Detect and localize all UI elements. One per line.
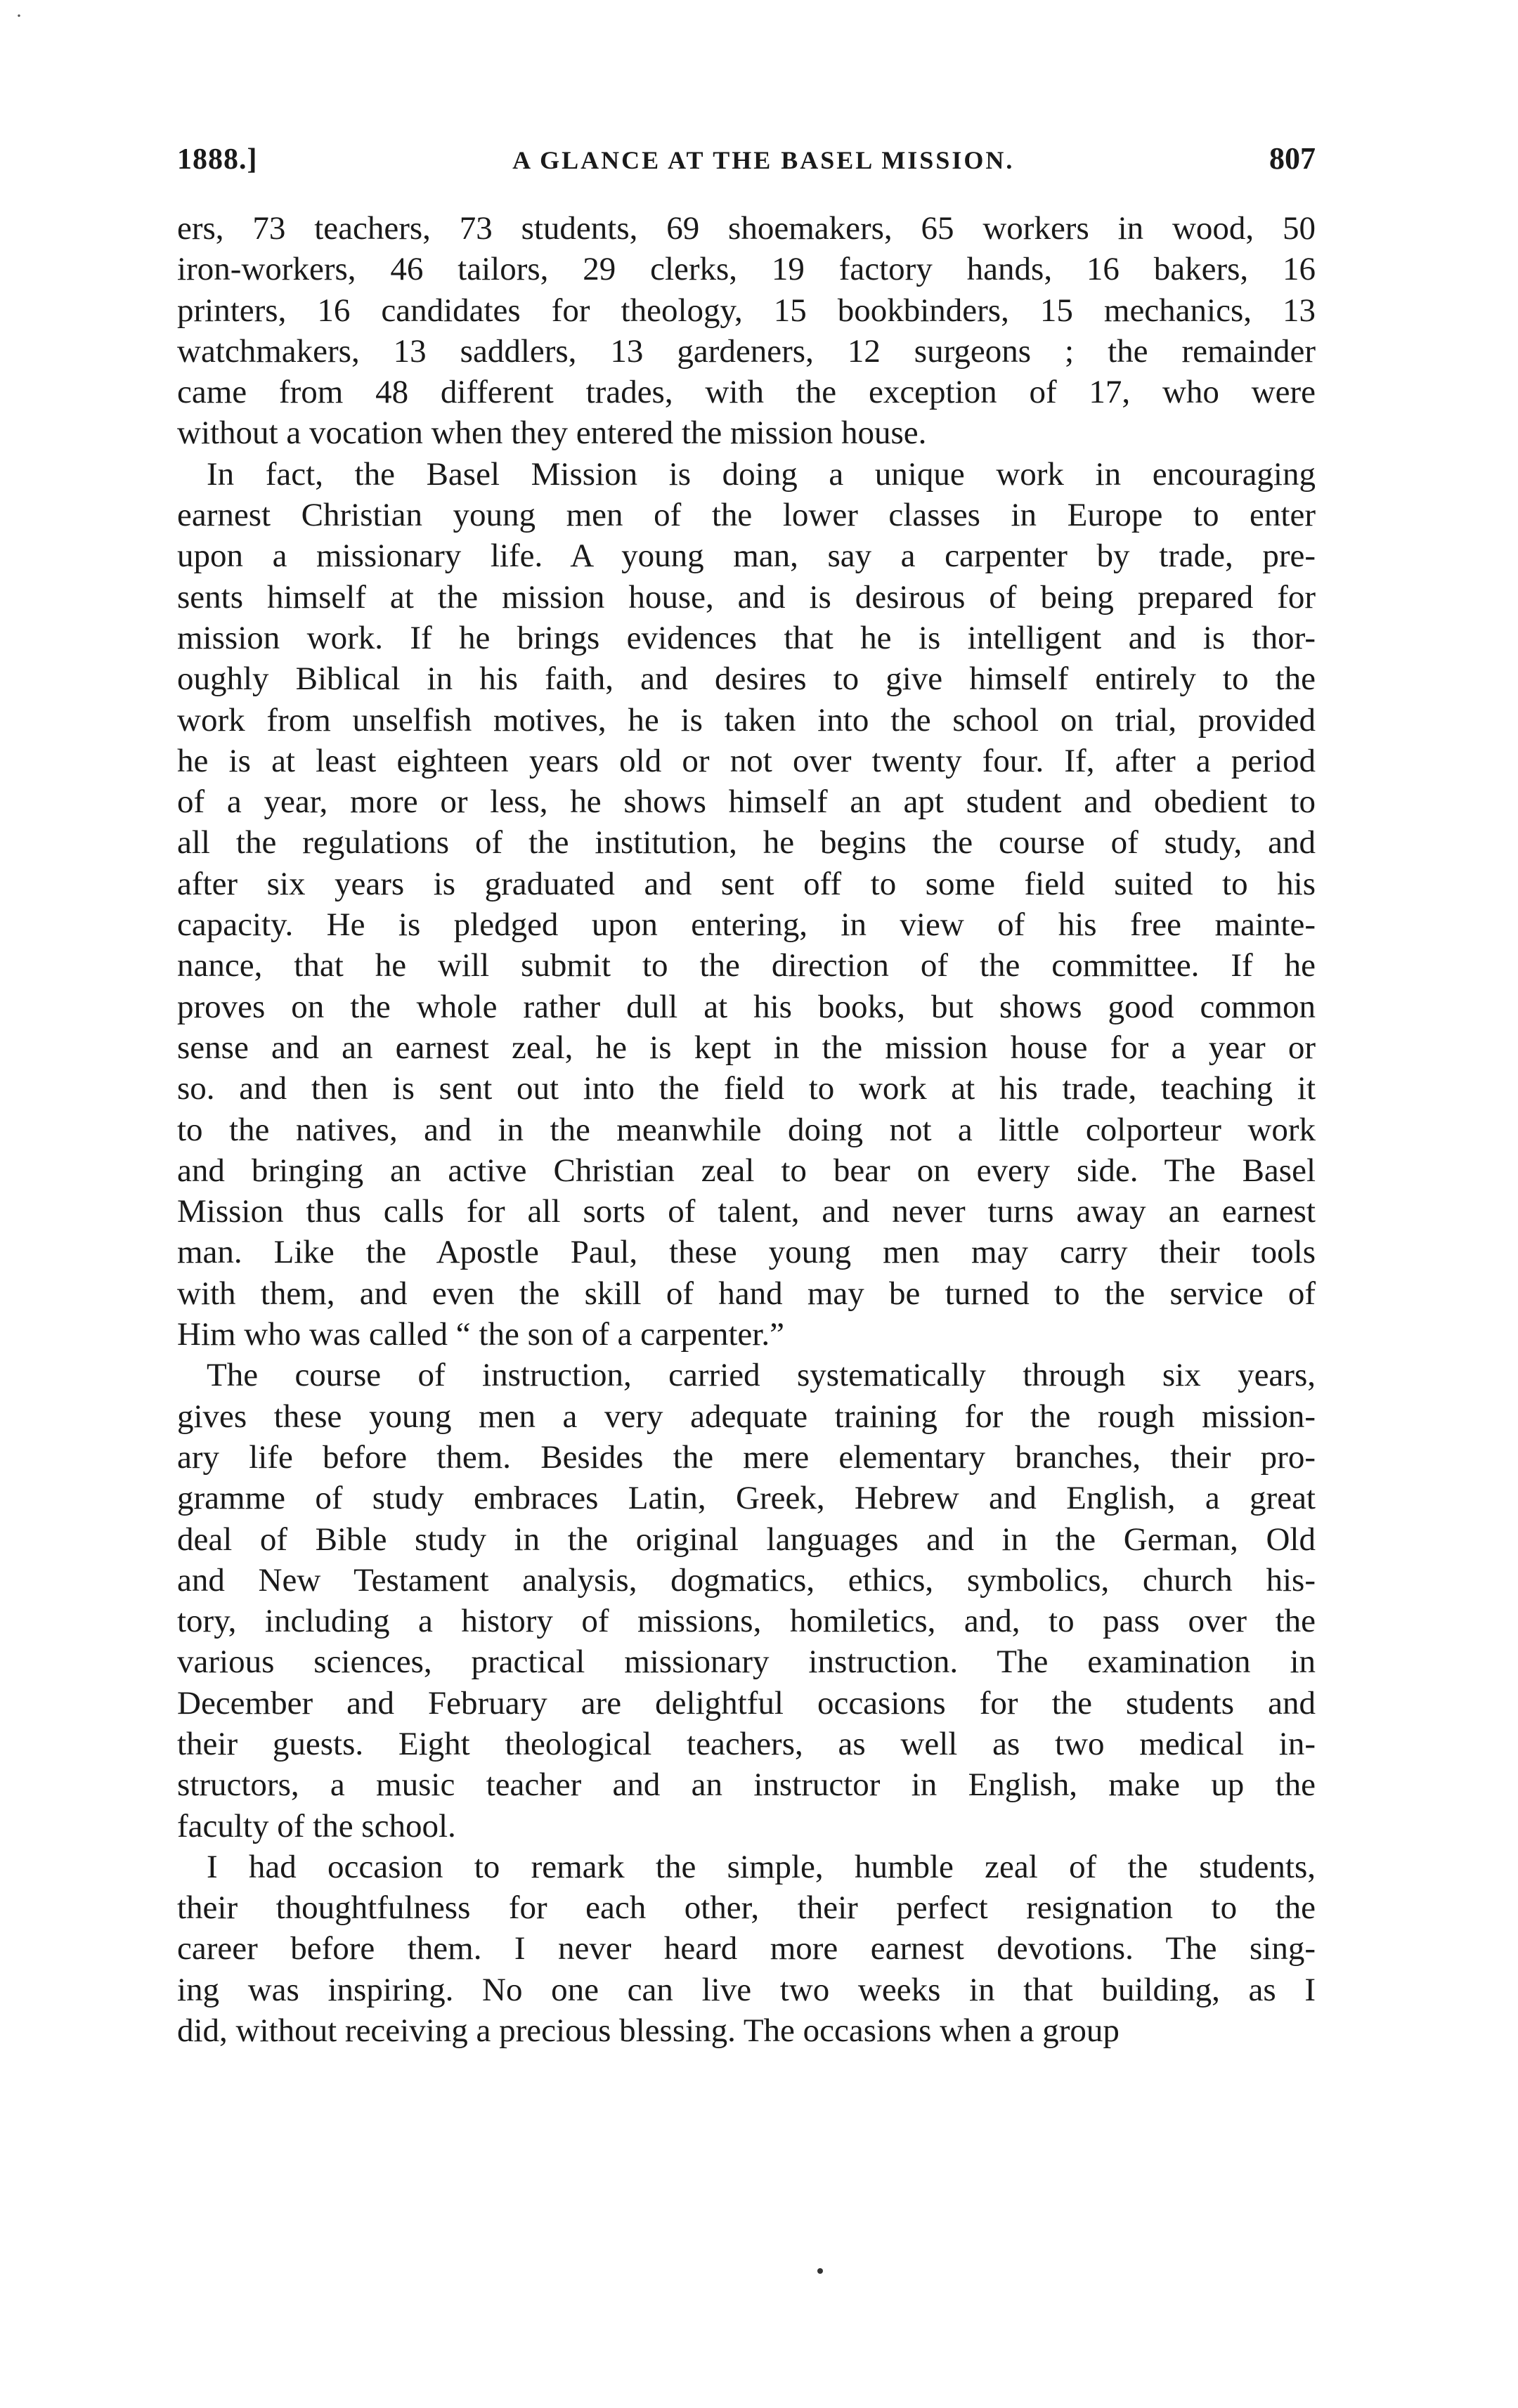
text-line: upon a missionary life. A young man, say a carpenter by trade, pre- — [177, 538, 1316, 575]
text-line: ary life before them. Besides the mere elementary branches, their pro- — [177, 1438, 1316, 1476]
text-line: gives these young men a very adequate training for the rough mission- — [177, 1398, 1316, 1435]
text-line: deal of Bible study in the original languages and in the German, Old — [177, 1521, 1316, 1558]
running-header — [177, 141, 1316, 190]
text-line: proves on the whole rather dull at his books, but shows good common — [177, 988, 1316, 1025]
text-line: came from 48 different trades, with the exception of 17, who were — [177, 374, 1316, 411]
text-line: ers, 73 teachers, 73 students, 69 shoemakers, 65 workers in wood, 50 — [177, 210, 1316, 247]
text-line: he is at least eighteen years old or not over twenty four. If, after a period — [177, 742, 1316, 779]
text-line: without a vocation when they entered the mission house. — [177, 415, 927, 452]
header-title: A GLANCE AT THE BASEL MISSION. — [512, 146, 1015, 174]
text-line: man. Like the Apostle Paul, these young men may carry their tools — [177, 1234, 1316, 1271]
paragraph — [177, 1355, 1316, 1847]
text-line: career before them. I never heard more earnest devotions. The sing- — [177, 1930, 1316, 1967]
stray-dot — [817, 2268, 823, 2274]
text-line: ing was inspiring. No one can live two weeks in that building, as I — [177, 1971, 1316, 2008]
text-line: sents himself at the mission house, and is desirous of being prepared for — [177, 578, 1316, 616]
body-text — [177, 208, 1316, 2051]
text-line: faculty of the school. — [177, 1807, 456, 1844]
text-line: tory, including a history of missions, homiletics, and, to pass over the — [177, 1603, 1316, 1640]
text-line: watchmakers, 13 saddlers, 13 gardeners, 12 surgeons ; the remainder — [177, 332, 1316, 370]
margin-mark: · — [15, 4, 22, 27]
text-line: of a year, more or less, he shows himself an apt student and obedient to — [177, 783, 1316, 821]
text-line: sense and an earnest zeal, he is kept in the mission house for a year or — [177, 1029, 1316, 1066]
text-line: did, without receiving a precious blessing. The occasions when a group — [177, 2012, 1120, 2050]
text-line: oughly Biblical in his faith, and desires to give himself entirely to the — [177, 660, 1316, 698]
header-year: 1888.] — [177, 143, 258, 176]
text-line: I had occasion to remark the simple, humble zeal of the students, — [207, 1848, 1316, 1885]
text-line: The course of instruction, carried systematically through six years, — [207, 1357, 1316, 1394]
paragraph — [177, 208, 1316, 454]
text-line: to the natives, and in the meanwhile doing not a little colporteur work — [177, 1111, 1316, 1148]
paragraph — [177, 1847, 1316, 2051]
text-line: after six years is graduated and sent off to some field suited to his — [177, 865, 1316, 902]
text-line: all the regulations of the institution, he begins the course of study, and — [177, 824, 1316, 861]
text-line: Mission thus calls for all sorts of talent, and never turns away an earnest — [177, 1193, 1316, 1230]
text-line: various sciences, practical missionary instruction. The examination in — [177, 1644, 1316, 1681]
paragraph — [177, 454, 1316, 1355]
text-line: In fact, the Basel Mission is doing a unique work in encouraging — [207, 455, 1316, 493]
text-line: mission work. If he brings evidences that he is intelligent and is thor- — [177, 619, 1316, 656]
text-line: work from unselfish motives, he is taken into the school on trial, provided — [177, 701, 1316, 738]
text-line: Him who was called “ the son of a carpenter.” — [177, 1316, 784, 1353]
text-line: gramme of study embraces Latin, Greek, Hebrew and English, a great — [177, 1480, 1316, 1517]
text-line: earnest Christian young men of the lower classes in Europe to enter — [177, 497, 1316, 534]
text-line: printers, 16 candidates for theology, 15 bookbinders, 15 mechanics, 13 — [177, 292, 1316, 329]
text-line: structors, a music teacher and an instructor in English, make up the — [177, 1766, 1316, 1804]
text-line: and bringing an active Christian zeal to bear on every side. The Basel — [177, 1152, 1316, 1189]
page-number: 807 — [1269, 141, 1316, 176]
text-line: capacity. He is pledged upon entering, in view of his free mainte- — [177, 906, 1316, 944]
text-line: with them, and even the skill of hand may be turned to the service of — [177, 1275, 1316, 1312]
text-line: their guests. Eight theological teachers, as well as two medical in- — [177, 1725, 1316, 1762]
text-line: their thoughtfulness for each other, their perfect resignation to the — [177, 1889, 1316, 1927]
text-line: so. and then is sent out into the field to work at his trade, teaching it — [177, 1070, 1316, 1107]
text-line: nance, that he will submit to the direction of the committee. If he — [177, 947, 1316, 984]
text-line: iron-workers, 46 tailors, 29 clerks, 19 factory hands, 16 bakers, 16 — [177, 251, 1316, 288]
text-line: and New Testament analysis, dogmatics, ethics, symbolics, church his- — [177, 1561, 1316, 1599]
text-line: December and February are delightful occasions for the students and — [177, 1684, 1316, 1722]
